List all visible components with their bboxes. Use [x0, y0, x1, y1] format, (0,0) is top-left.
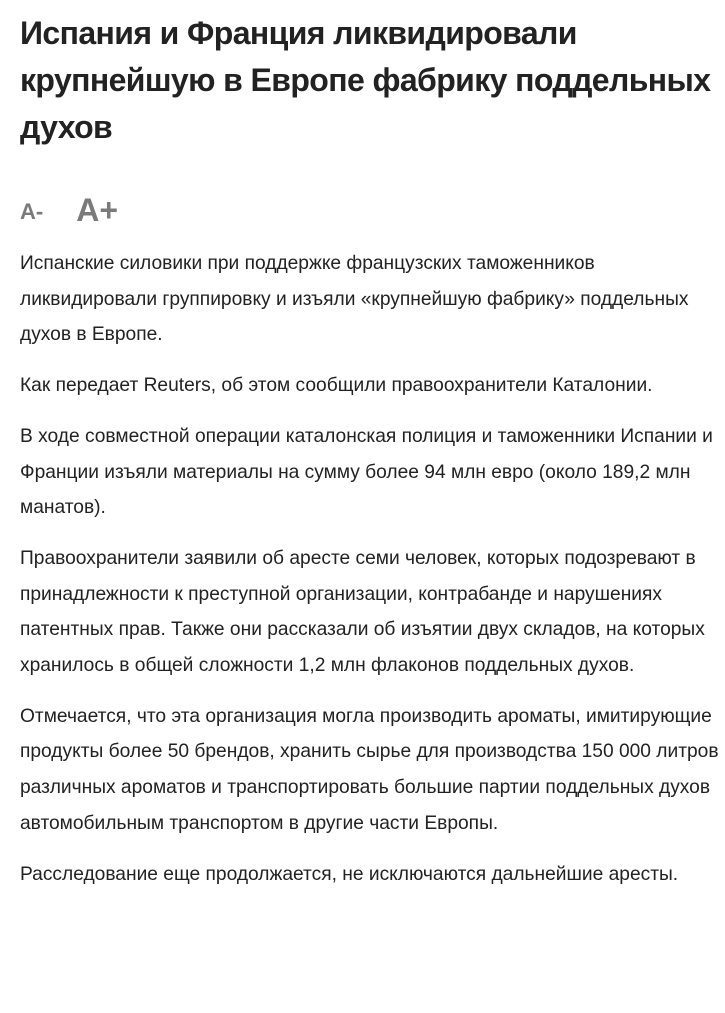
article-body — [20, 246, 720, 892]
article — [20, 0, 720, 907]
article-paragraph: Расследование еще продолжается, не исключаются дальнейшие аресты. — [20, 863, 679, 885]
article-paragraph: Как передает Reuters, об этом сообщили правоохранители Каталонии. — [20, 375, 653, 397]
article-paragraph: Испанские силовики при поддержке французских таможенников ликвидировали группировку и изъяли «крупнейшую фабрику» поддельных духов в Европе. — [20, 253, 689, 346]
decrease-font-button[interactable]: A- — [20, 199, 44, 224]
increase-font-button[interactable]: A+ — [76, 192, 119, 228]
article-title: Испания и Франция ликвидировали крупнейшую в Европе фабрику поддельных духов — [20, 15, 711, 145]
font-size-controls — [20, 188, 720, 232]
article-paragraph: В ходе совместной операции каталонская полиция и таможенники Испании и Франции изъяли материалы на сумму более 94 млн евро (около 189,2 млн манатов). — [20, 425, 713, 519]
article-paragraph: Отмечается, что эта организация могла производить ароматы, имитирующие продукты более 50 брендов, хранить сырье для производства 150 000 литров различных ароматов и транспортировать большие партии поддельных духов автомобильным транспортом в другие части Европы. — [20, 705, 719, 834]
article-paragraph: Правоохранители заявили об аресте семи человек, которых подозревают в принадлежности к преступной организации, контрабанде и нарушениях патентных прав. Также они рассказали об изъятии двух складов, на которых хранилось в общей сложности 1,2 млн флаконов поддельных духов. — [20, 547, 705, 677]
